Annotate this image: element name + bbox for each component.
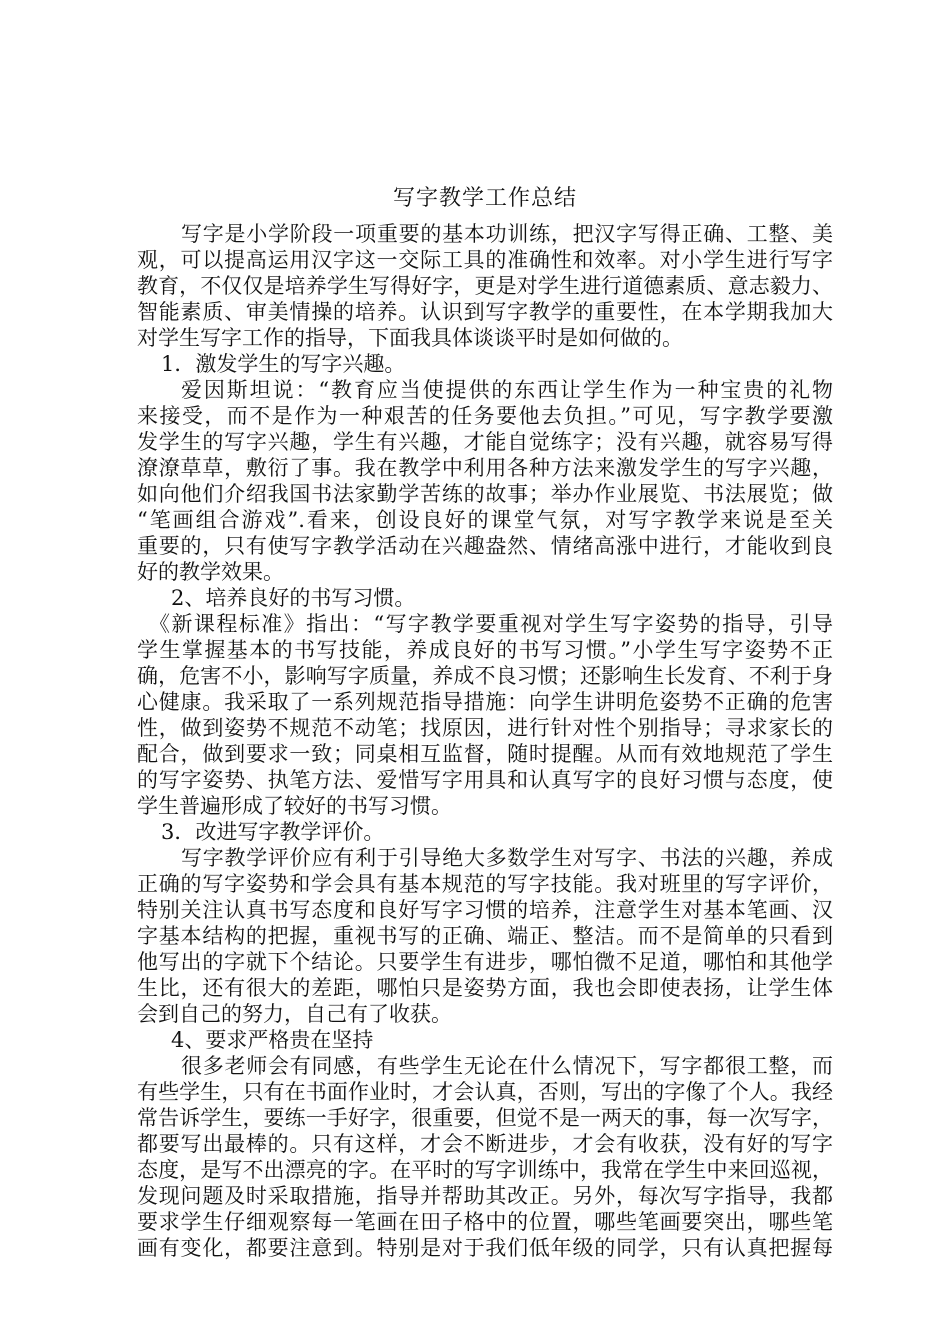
paragraph-line: 如向他们介绍我国书法家勤学苦练的故事；举办作业展览、书法展览；做 (137, 482, 833, 506)
paragraph-line: 《新课程标准》指出：“写字教学要重视对学生写字姿势的指导，引导 (149, 612, 833, 636)
paragraph-line: 写字教学评价应有利于引导绝大多数学生对写字、书法的兴趣，养成 (181, 846, 833, 870)
paragraph-line: 特别关注认真书写态度和良好写字习惯的培养，注意学生对基本笔画、汉 (137, 898, 833, 922)
section-heading-4: 4、要求严格贵在坚持 (171, 1028, 374, 1052)
paragraph-line: 都要写出最棒的。只有这样，才会不断进步，才会有收获，没有好的写字 (137, 1132, 833, 1156)
paragraph-line: 发现问题及时采取措施，指导并帮助其改正。另外，每次写字指导，我都 (137, 1184, 833, 1208)
paragraph-line: 字基本结构的把握，重视书写的正确、端正、整洁。而不是简单的只看到 (137, 924, 833, 948)
paragraph-line: 有些学生，只有在书面作业时，才会认真，否则，写出的字像了个人。我经 (137, 1080, 833, 1104)
paragraph-line: 对学生写字工作的指导，下面我具体谈谈平时是如何做的。 (137, 326, 683, 350)
paragraph-line: 他写出的字就下个结论。只要学生有进步，哪怕微不足道，哪怕和其他学 (137, 950, 833, 974)
paragraph-line: 重要的，只有使写字教学活动在兴趣盎然、情绪高涨中进行，才能收到良 (137, 534, 833, 558)
document-body (137, 183, 833, 1261)
paragraph-line: 常告诉学生，要练一手好字，很重要，但觉不是一两天的事，每一次写字， (137, 1106, 833, 1130)
paragraph-line: “笔画组合游戏”.看来，创设良好的课堂气氛，对写字教学来说是至关 (137, 508, 833, 532)
paragraph-line: 性，做到姿势不规范不动笔；找原因，进行针对性个别指导；寻求家长的 (137, 716, 833, 740)
paragraph-line: 的写字姿势、执笔方法、爱惜写字用具和认真写字的良好习惯与态度，使 (137, 768, 833, 792)
paragraph-line: 学生普遍形成了较好的书写习惯。 (137, 794, 452, 818)
paragraph-line: 写字是小学阶段一项重要的基本功训练，把汉字写得正确、工整、美 (181, 222, 833, 246)
paragraph-line: 配合，做到要求一致；同桌相互监督，随时提醒。从而有效地规范了学生 (137, 742, 833, 766)
paragraph-line: 潦潦草草，敷衍了事。我在教学中利用各种方法来激发学生的写字兴趣， (137, 456, 833, 480)
paragraph-line: 智能素质、审美情操的培养。认识到写字教学的重要性，在本学期我加大 (137, 300, 833, 324)
paragraph-line: 观，可以提高运用汉字这一交际工具的准确性和效率。对小学生进行写字 (137, 248, 833, 272)
paragraph-line: 来接受，而不是作为一种艰苦的任务要他去负担。”可见，写字教学要激 (137, 404, 833, 428)
paragraph-line: 态度，是写不出漂亮的字。在平时的写字训练中，我常在学生中来回巡视， (137, 1158, 833, 1182)
paragraph-line: 发学生的写字兴趣，学生有兴趣，才能自觉练字；没有兴趣，就容易写得 (137, 430, 833, 454)
paragraph-line: 画有变化，都要注意到。特别是对于我们低年级的同学，只有认真把握每 (137, 1236, 833, 1260)
paragraph-line: 很多老师会有同感，有些学生无论在什么情况下，写字都很工整，而 (181, 1054, 833, 1078)
document-title: 写字教学工作总结 (392, 186, 577, 211)
section-heading-3: 3．改进写字教学评价。 (161, 820, 385, 844)
section-heading-2: 2、培养良好的书写习惯。 (171, 586, 416, 610)
paragraph-line: 正确的写字姿势和学会具有基本规范的写字技能。我对班里的写字评价， (137, 872, 833, 896)
paragraph-line: 确，危害不小，影响写字质量，养成不良习惯；还影响生长发育、不利于身 (137, 664, 833, 688)
paragraph-line: 好的教学效果。 (137, 560, 284, 584)
paragraph-line: 学生掌握基本的书写技能，养成良好的书写习惯。”小学生写字姿势不正 (137, 638, 833, 662)
paragraph-line: 要求学生仔细观察每一笔画在田子格中的位置，哪些笔画要突出，哪些笔 (137, 1210, 833, 1234)
paragraph-line: 教育，不仅仅是培养学生写得好字，更是对学生进行道德素质、意志毅力、 (137, 274, 833, 298)
paragraph-line: 心健康。我采取了一系列规范指导措施：向学生讲明危姿势不正确的危害 (137, 690, 833, 714)
paragraph-line: 会到自己的努力，自己有了收获。 (137, 1002, 452, 1026)
paragraph-line: 爱因斯坦说：“教育应当使提供的东西让学生作为一种宝贵的礼物 (181, 378, 833, 402)
section-heading-1: 1．激发学生的写字兴趣。 (161, 352, 406, 376)
paragraph-line: 生比，还有很大的差距，哪怕只是姿势方面，我也会即使表扬，让学生体 (137, 976, 833, 1000)
